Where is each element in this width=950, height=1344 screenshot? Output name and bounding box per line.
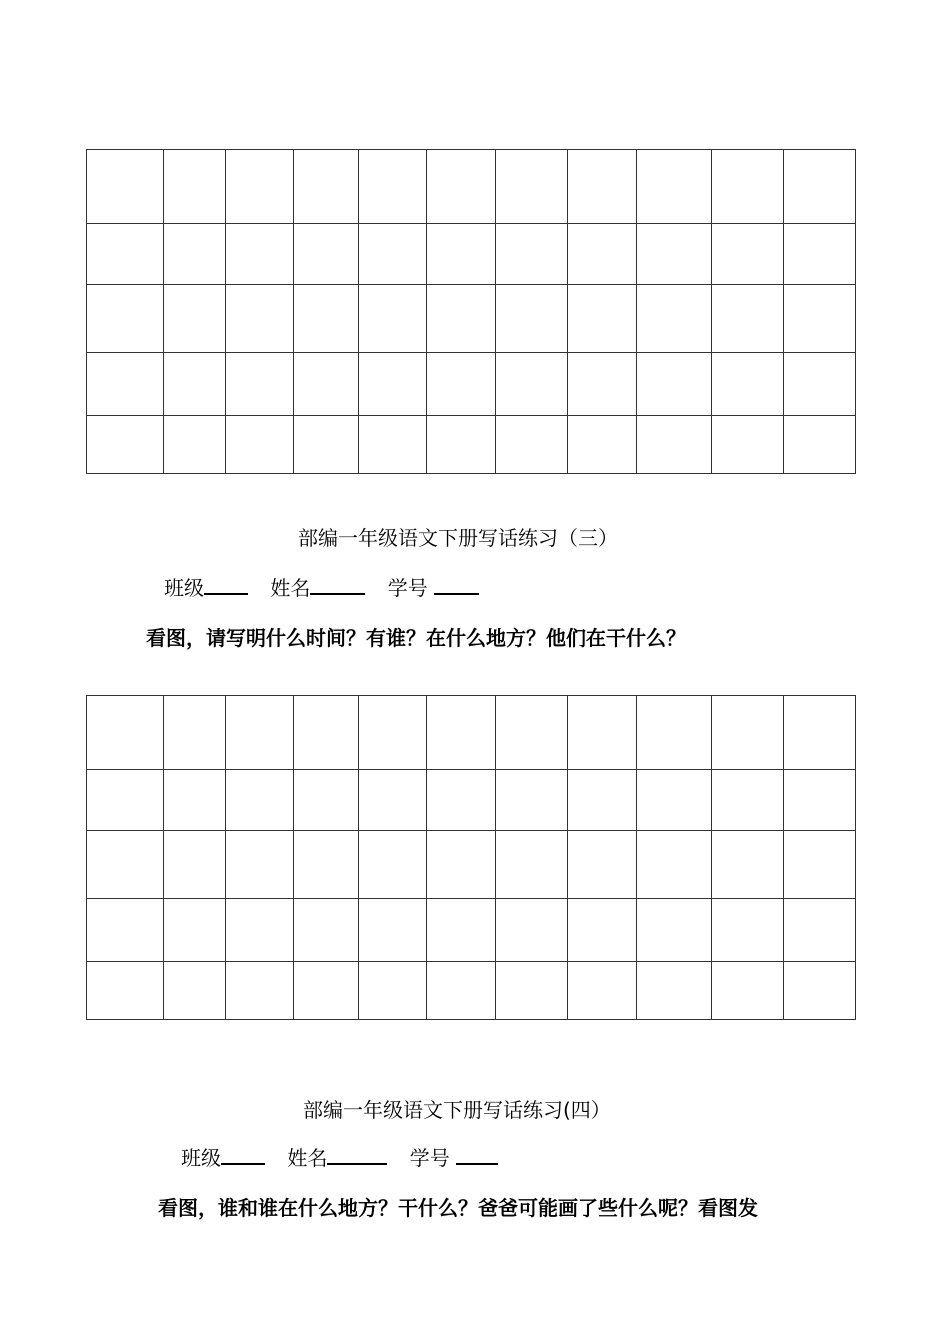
grid-cell[interactable]: [164, 150, 226, 224]
number-label: 学号: [409, 1146, 450, 1170]
grid-cell[interactable]: [496, 899, 568, 962]
grid-cell[interactable]: [226, 962, 294, 1020]
grid-cell[interactable]: [427, 696, 496, 770]
grid-cell[interactable]: [784, 224, 856, 285]
grid-cell[interactable]: [568, 770, 637, 831]
grid-cell[interactable]: [712, 899, 784, 962]
section3-student-info: [164, 572, 495, 601]
grid-cell[interactable]: [496, 353, 568, 416]
grid-cell[interactable]: [427, 285, 496, 353]
grid-cell[interactable]: [164, 224, 226, 285]
number-label: 学号: [387, 576, 428, 600]
grid-cell[interactable]: [226, 224, 294, 285]
grid-cell[interactable]: [712, 224, 784, 285]
grid-cell[interactable]: [637, 353, 712, 416]
grid-cell[interactable]: [226, 770, 294, 831]
grid-cell[interactable]: [784, 353, 856, 416]
grid-cell[interactable]: [294, 899, 359, 962]
grid-cell[interactable]: [164, 416, 226, 474]
grid-row: [87, 416, 856, 474]
grid-cell[interactable]: [712, 831, 784, 899]
grid-cell[interactable]: [87, 770, 164, 831]
grid-cell[interactable]: [87, 416, 164, 474]
grid-row: [87, 285, 856, 353]
grid-cell[interactable]: [496, 285, 568, 353]
grid-cell[interactable]: [164, 696, 226, 770]
grid-cell[interactable]: [637, 770, 712, 831]
grid-cell[interactable]: [427, 831, 496, 899]
grid-cell[interactable]: [294, 831, 359, 899]
name-blank[interactable]: [310, 573, 365, 595]
grid-row: [87, 962, 856, 1020]
section3-prompt: 看图，请写明什么时间？有谁？在什么地方？他们在干什么？: [146, 626, 686, 650]
name-blank[interactable]: [327, 1143, 387, 1165]
number-blank[interactable]: [434, 573, 479, 595]
grid-cell[interactable]: [294, 770, 359, 831]
grid-cell[interactable]: [568, 150, 637, 224]
grid-cell[interactable]: [294, 224, 359, 285]
grid-cell[interactable]: [784, 416, 856, 474]
grid-row: [87, 831, 856, 899]
grid-cell[interactable]: [87, 150, 164, 224]
grid-cell[interactable]: [164, 770, 226, 831]
writing-grid-section3: [86, 695, 856, 1020]
grid-cell[interactable]: [496, 150, 568, 224]
grid-cell[interactable]: [712, 353, 784, 416]
grid-cell[interactable]: [294, 416, 359, 474]
grid-cell[interactable]: [226, 353, 294, 416]
grid-cell[interactable]: [637, 285, 712, 353]
grid-cell[interactable]: [712, 770, 784, 831]
grid-cell[interactable]: [784, 899, 856, 962]
grid-cell[interactable]: [87, 224, 164, 285]
grid-cell[interactable]: [784, 770, 856, 831]
grid-row: [87, 353, 856, 416]
grid-cell[interactable]: [427, 416, 496, 474]
section4-prompt: 看图，谁和谁在什么地方？干什么？爸爸可能画了些什么呢？看图发: [158, 1196, 758, 1220]
grid-cell[interactable]: [712, 416, 784, 474]
grid-cell[interactable]: [784, 285, 856, 353]
section4-title: 部编一年级语文下册写话练习(四）: [303, 1098, 611, 1122]
grid-cell[interactable]: [427, 962, 496, 1020]
grid-cell[interactable]: [637, 696, 712, 770]
grid-cell[interactable]: [427, 353, 496, 416]
grid-cell[interactable]: [294, 962, 359, 1020]
grid-cell[interactable]: [359, 416, 427, 474]
grid-cell[interactable]: [427, 224, 496, 285]
grid-cell[interactable]: [164, 899, 226, 962]
grid-cell[interactable]: [359, 150, 427, 224]
section3-title: 部编一年级语文下册写话练习（三）: [298, 526, 618, 550]
grid-cell[interactable]: [496, 831, 568, 899]
grid-cell[interactable]: [164, 285, 226, 353]
grid-cell[interactable]: [226, 831, 294, 899]
name-label: 姓名: [287, 1146, 328, 1170]
grid-cell[interactable]: [712, 962, 784, 1020]
grid-cell[interactable]: [294, 150, 359, 224]
writing-grid-top: [86, 149, 856, 474]
grid-cell[interactable]: [359, 962, 427, 1020]
class-label: 班级: [164, 576, 204, 600]
grid-cell[interactable]: [496, 224, 568, 285]
grid-cell[interactable]: [568, 899, 637, 962]
grid-cell[interactable]: [87, 285, 164, 353]
grid-cell[interactable]: [226, 150, 294, 224]
grid-cell[interactable]: [637, 831, 712, 899]
grid-cell[interactable]: [87, 899, 164, 962]
grid-cell[interactable]: [359, 696, 427, 770]
grid-cell[interactable]: [87, 962, 164, 1020]
grid-cell[interactable]: [637, 224, 712, 285]
grid-cell[interactable]: [359, 770, 427, 831]
grid-cell[interactable]: [496, 962, 568, 1020]
grid-cell[interactable]: [359, 285, 427, 353]
grid-cell[interactable]: [568, 285, 637, 353]
grid-cell[interactable]: [359, 353, 427, 416]
grid-cell[interactable]: [784, 150, 856, 224]
grid-cell[interactable]: [568, 224, 637, 285]
grid-cell[interactable]: [784, 696, 856, 770]
grid-cell[interactable]: [568, 831, 637, 899]
grid-cell[interactable]: [712, 696, 784, 770]
grid-cell[interactable]: [359, 831, 427, 899]
grid-cell[interactable]: [496, 416, 568, 474]
grid-cell[interactable]: [637, 416, 712, 474]
grid-cell[interactable]: [427, 770, 496, 831]
grid-cell[interactable]: [294, 353, 359, 416]
grid-row: [87, 150, 856, 224]
grid-cell[interactable]: [637, 962, 712, 1020]
grid-cell[interactable]: [226, 285, 294, 353]
grid-row: [87, 696, 856, 770]
grid-cell[interactable]: [568, 696, 637, 770]
section4-student-info: [181, 1142, 514, 1171]
class-blank[interactable]: [204, 573, 248, 595]
grid-cell[interactable]: [226, 696, 294, 770]
grid-cell[interactable]: [496, 770, 568, 831]
grid-cell[interactable]: [226, 899, 294, 962]
grid-cell[interactable]: [712, 285, 784, 353]
grid-cell[interactable]: [568, 416, 637, 474]
grid-cell[interactable]: [637, 899, 712, 962]
grid-cell[interactable]: [359, 899, 427, 962]
grid-cell[interactable]: [568, 962, 637, 1020]
grid-cell[interactable]: [164, 962, 226, 1020]
grid-cell[interactable]: [637, 150, 712, 224]
grid-row: [87, 770, 856, 831]
name-label: 姓名: [270, 576, 311, 600]
grid-cell[interactable]: [164, 353, 226, 416]
grid-row: [87, 899, 856, 962]
grid-row: [87, 224, 856, 285]
class-blank[interactable]: [221, 1143, 265, 1165]
grid-cell[interactable]: [784, 831, 856, 899]
grid-cell[interactable]: [294, 285, 359, 353]
grid-cell[interactable]: [226, 416, 294, 474]
grid-cell[interactable]: [359, 224, 427, 285]
grid-cell[interactable]: [164, 831, 226, 899]
grid-cell[interactable]: [784, 962, 856, 1020]
grid-cell[interactable]: [712, 150, 784, 224]
class-label: 班级: [181, 1146, 221, 1170]
grid-cell[interactable]: [87, 353, 164, 416]
grid-cell[interactable]: [496, 696, 568, 770]
grid-cell[interactable]: [294, 696, 359, 770]
grid-cell[interactable]: [568, 353, 637, 416]
number-blank[interactable]: [456, 1143, 498, 1165]
grid-cell[interactable]: [427, 150, 496, 224]
grid-cell[interactable]: [87, 696, 164, 770]
grid-cell[interactable]: [87, 831, 164, 899]
grid-cell[interactable]: [427, 899, 496, 962]
